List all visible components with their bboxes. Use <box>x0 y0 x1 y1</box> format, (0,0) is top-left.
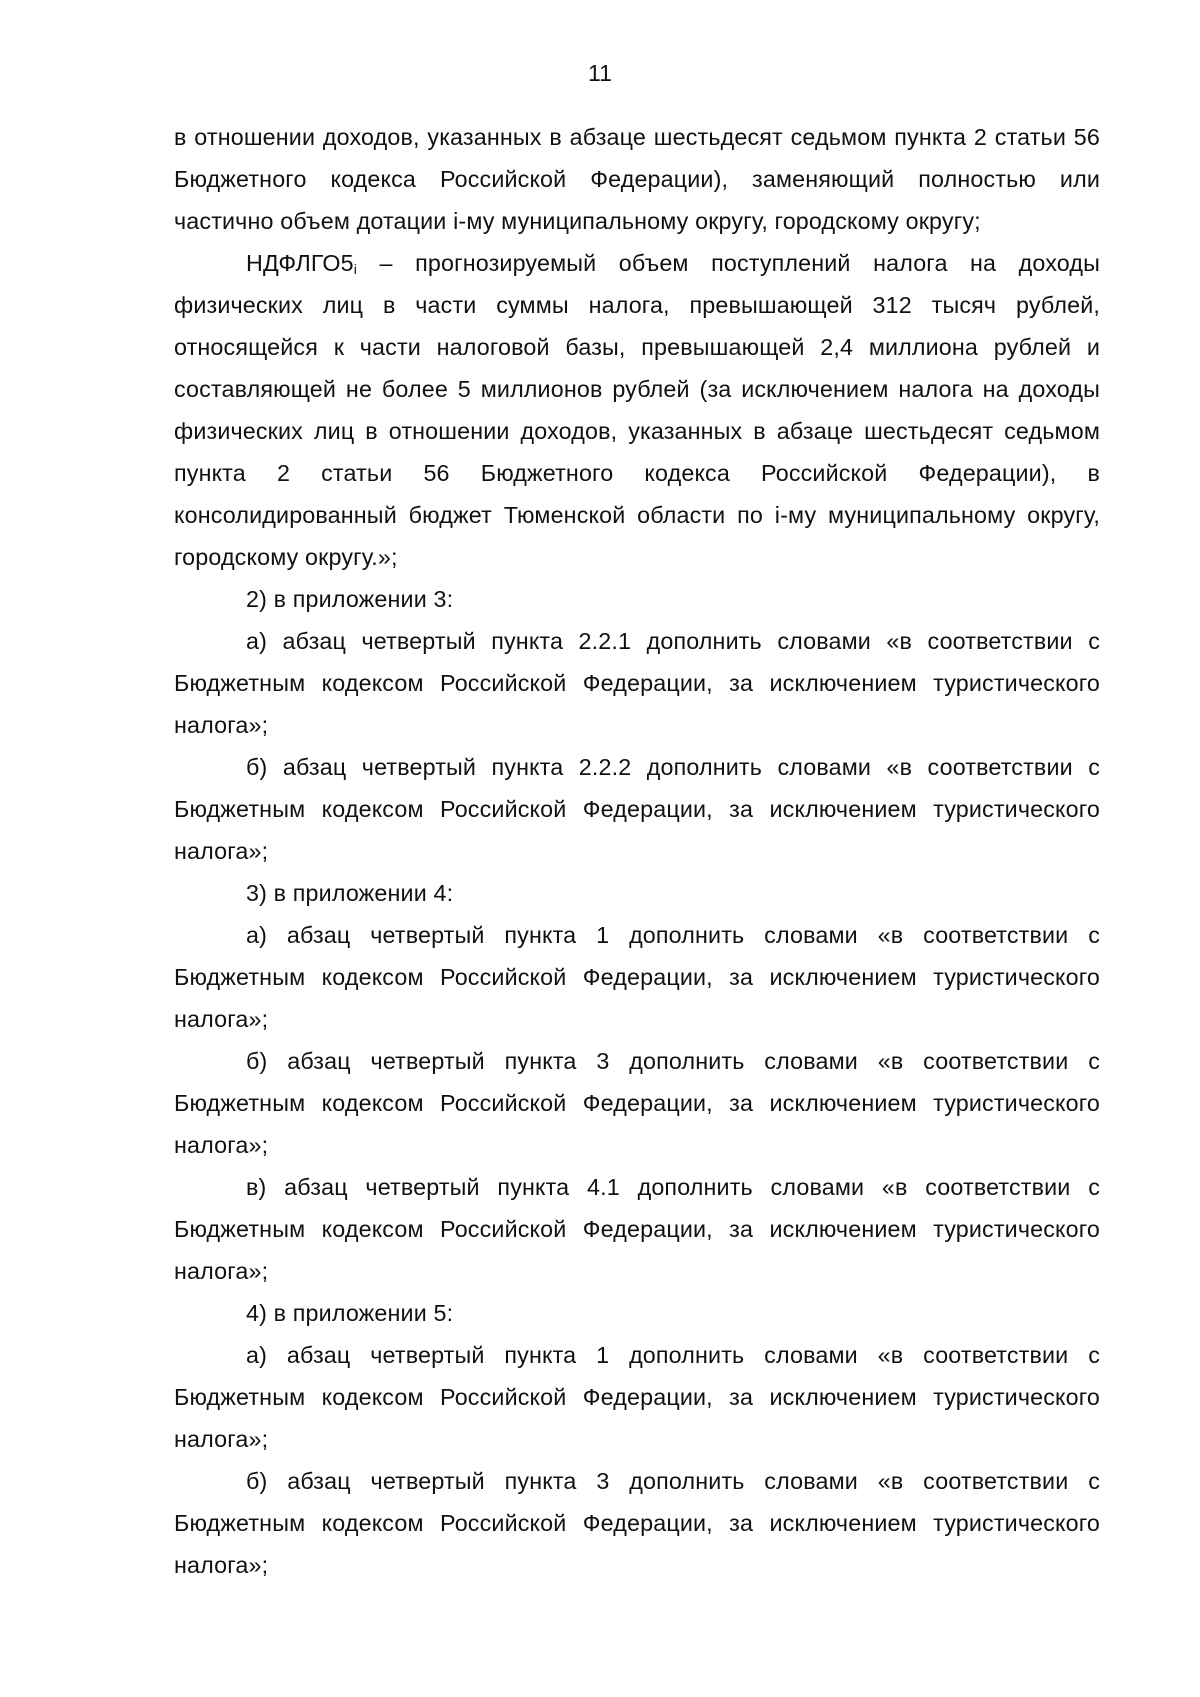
formula-subscript: i <box>353 261 358 277</box>
paragraph-item-appendix-3: 2) в приложении 3: <box>246 586 454 612</box>
paragraph-continuation: в отношении доходов, указанных в абзаце шестьдесят седьмом пункта 2 статьи 56 Бюджетного кодекса Российской Федерации), заменяющий полностью или частично объем дотации i-му муниципальному округу, городскому округу; <box>174 124 1100 234</box>
paragraph-subitem: б) абзац четвертый пункта 3 дополнить словами «в соответствии с Бюджетным кодексом Российской Федерации, за исключением туристического налога»; <box>174 1468 1100 1578</box>
paragraph-subitem: а) абзац четвертый пункта 1 дополнить словами «в соответствии с Бюджетным кодексом Российской Федерации, за исключением туристического налога»; <box>174 1342 1100 1452</box>
paragraph-subitem: а) абзац четвертый пункта 2.2.1 дополнить словами «в соответствии с Бюджетным кодексом Российской Федерации, за исключением туристического налога»; <box>174 628 1100 738</box>
paragraph-subitem: а) абзац четвертый пункта 1 дополнить словами «в соответствии с Бюджетным кодексом Российской Федерации, за исключением туристического налога»; <box>174 922 1100 1032</box>
paragraph-subitem: в) абзац четвертый пункта 4.1 дополнить словами «в соответствии с Бюджетным кодексом Российской Федерации, за исключением туристического налога»; <box>174 1174 1100 1284</box>
definition-text: – прогнозируемый объем поступлений налога на доходы физических лиц в части суммы налога, превышающей 312 тысяч рублей, относящейся к части налоговой базы, превышающей 2,4 миллиона рублей и составляющей не более 5 миллионов рублей (за исключением налога на доходы физических лиц в отношении доходов, указанных в абзаце шестьдесят седьмом пункта 2 статьи 56 Бюджетного кодекса Российской Федерации), в консолидированный бюджет Тюменской области по i-му муниципальному округу, городскому округу.»; <box>174 250 1100 570</box>
paragraph-item-appendix-5: 4) в приложении 5: <box>246 1300 454 1326</box>
document-body <box>174 116 1100 1586</box>
paragraph-subitem: б) абзац четвертый пункта 2.2.2 дополнить словами «в соответствии с Бюджетным кодексом Российской Федерации, за исключением туристического налога»; <box>174 754 1100 864</box>
paragraph-item-appendix-4: 3) в приложении 4: <box>246 880 454 906</box>
page-number: 11 <box>588 60 612 86</box>
paragraph-definition-ndflgo5 <box>174 242 1100 578</box>
paragraph-subitem: б) абзац четвертый пункта 3 дополнить словами «в соответствии с Бюджетным кодексом Российской Федерации, за исключением туристического налога»; <box>174 1048 1100 1158</box>
formula-symbol: НДФЛГО5 <box>246 250 354 276</box>
